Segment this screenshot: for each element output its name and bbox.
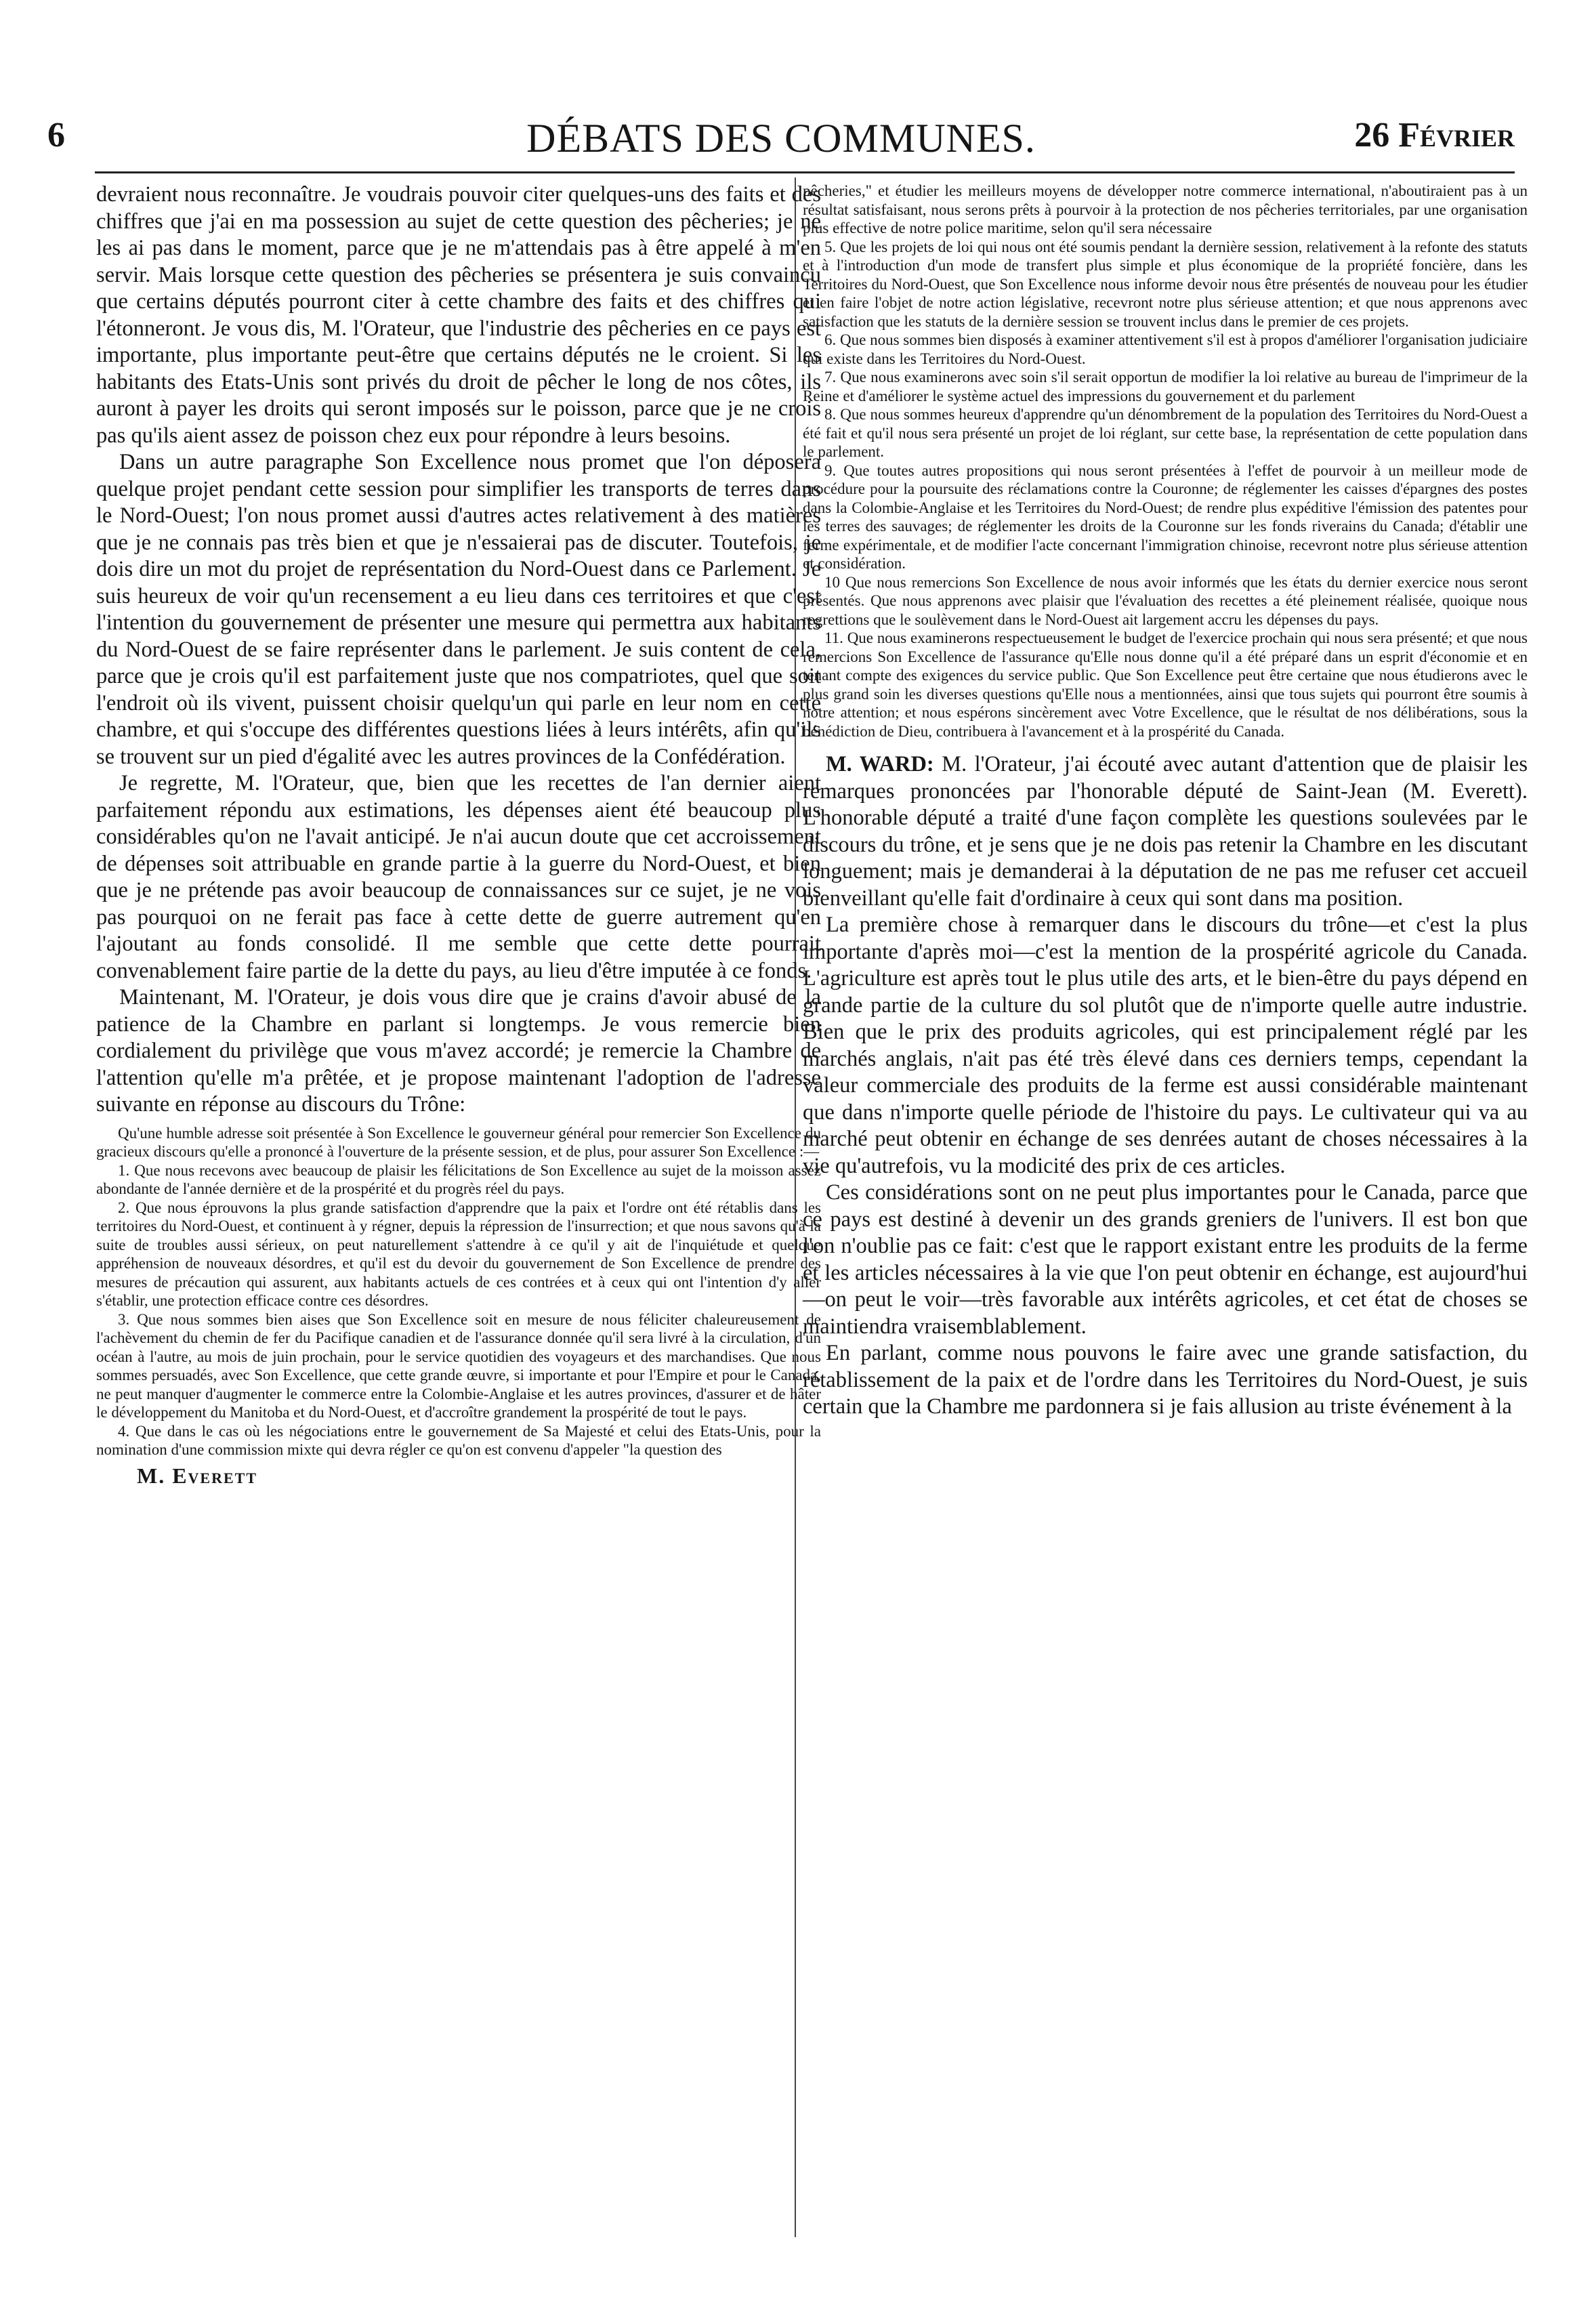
left-column <box>96 182 821 1488</box>
page-date <box>1354 115 1515 155</box>
speech-paragraph <box>803 751 1528 912</box>
address-item: 1. Que nous recevons avec beaucoup de plaisir les félicitations de Son Excellence au sujet de la moisson assez abondante de l'année dernière et de la prospérité et du progrès réel du pays. <box>96 1161 821 1197</box>
paragraph: Dans un autre paragraphe Son Excellence nous promet que l'on déposera quelque projet pendant cette session pour simplifier les transports de terres dans le Nord-Ouest; l'on nous promet aussi d'autres actes relativement à des matières que je ne connais pas très bien et que je n'essaierai pas de discuter. Toutefois, je dois dire un mot du projet de représentation du Nord-Ouest dans ce Parlement. Je suis heureux de voir qu'un recensement a eu lieu dans ces territoires et que c'est l'intention du gouvernement de présenter une mesure qui permettra aux habitants du Nord-Ouest de se faire représenter dans le parlement. Je suis content de cela, parce que je crois qu'il est parfaitement juste que nos compatriotes, quel que soit l'endroit où ils vivent, puissent choisir quelqu'un qui parle en leur nom en cette chambre, et qui s'occupe des différentes questions liées à leurs intérêts, afin qu'ils se trouvent sur un pied d'égalité avec les autres provinces de la Confédération. <box>96 450 821 769</box>
address-item: 4. Que dans le cas où les négociations entre le gouvernement de Sa Majesté et celui des Etats-Unis, pour la nomination d'une commission mixte qui devra régler ce qu'on est convenu d'appeler "la question des <box>96 1422 821 1458</box>
date-day: 26 <box>1354 116 1390 154</box>
header-rule <box>95 171 1515 173</box>
date-month: Février <box>1398 116 1515 154</box>
address-item: pêcheries," et étudier les meilleurs moyens de développer notre commerce international, n'aboutiraient pas à un résultat satisfaisant, nous serons prêts à pourvoir à la protection de nos pêcheries territoriales, par une organisation plus effective de notre police maritime, selon qu'il sera nécessaire <box>803 182 1528 236</box>
paragraph: devraient nous reconnaître. Je voudrais pouvoir citer quelques-uns des faits et des chiffres que j'ai en ma possession au sujet de cette question des pêcheries; je ne les ai pas dans le moment, parce que je ne m'attendais pas à être appelé à m'en servir. Mais lorsque cette question des pêcheries se présentera je suis convaincu que certains députés pourront citer à cette chambre des faits et des chiffres qui l'étonneront. Je vous dis, M. l'Orateur, que l'industrie des pêcheries en ce pays est importante, plus importante peut-être que certains députés ne le croient. Si les habitants des Etats-Unis sont privés du droit de pêcher le long de nos côtes, ils auront à payer les droits qui seront imposés sur le poisson, parce que je ne crois pas qu'ils aient assez de poisson chez eux pour répondre à leurs besoins. <box>96 182 821 448</box>
address-item: 10 Que nous remercions Son Excellence de nous avoir informés que les états du dernier exercice nous seront présentés. Que nous apprenons avec plaisir que l'évaluation des recettes a été pleinement réalisée, quoique nous regrettions que le soulèvement dans le Nord-Ouest ait largement accru les dépenses du pays. <box>803 573 1528 628</box>
right-column <box>803 182 1528 1421</box>
paragraph: Maintenant, M. l'Orateur, je dois vous dire que je crains d'avoir abusé de la patience de la Chambre en parlant si longtemps. Je vous remercie bien cordialement du privilège que vous m'avez accordé; je remercie la Chambre de l'attention qu'elle m'a prêtée, et je propose maintenant l'adoption de l'adresse suivante en réponse au discours du Trône: <box>96 985 821 1117</box>
address-item: 2. Que nous éprouvons la plus grande satisfaction d'apprendre que la paix et l'ordre ont été rétablis dans les territoires du Nord-Ouest, et continuent à y régner, depuis la répression de l'insurrection; et que nous savons qu'à la suite de troubles aussi sérieux, on peut naturellement s'attendre à ce qu'il y ait de l'inquiétude et quelque appréhension de nouveaux désordres, et qu'il est du devoir du gouvernement de Son Excellence de prendre des mesures de précaution qui assurent, aux habitants actuels de ces contrées et à ceux qui ont l'intention d'y aller s'établir, une protection efficace contre ces désordres. <box>96 1199 821 1309</box>
address-item: 9. Que toutes autres propositions qui nous seront présentées à l'effet de pourvoir à un meilleur mode de procédure pour la poursuite des réclamations contre la Couronne; de réglementer les caisses d'épargnes des postes dans la Colombie-Anglaise et les Territoires du Nord-Ouest; de rendre plus expéditive l'émission des patentes pour les terres des sauvages; de réglementer les droits de la Couronne sur les fonds riverains du Canada; d'établir une ferme expérimentale, et de modifier l'acte concernant l'immigration chinoise, recevront notre plus sérieuse attention et considération. <box>803 461 1528 572</box>
signature: M. Everett <box>137 1463 258 1488</box>
address-item: 7. Que nous examinerons avec soin s'il serait opportun de modifier la loi relative au bureau de l'imprimeur de la Reine et d'améliorer le système actuel des impressions du gouvernement et du parlement <box>803 369 1528 404</box>
address-text <box>96 1124 821 1459</box>
page-title: DÉBATS DES COMMUNES. <box>526 116 1036 161</box>
speaker-name: M. WARD: <box>826 752 934 776</box>
paragraph: La première chose à remarquer dans le discours du trône—et c'est la plus importante d'après moi—c'est la mention de la prospérité agricole du Canada. L'agriculture est après tout le plus utile des arts, et le bien-être du pays dépend en grande partie de la culture du sol plutôt que de n'importe quelle autre industrie. Bien que le prix des produits agricoles, qui est principalement réglé par les marchés anglais, n'ait pas été très élevé dans ces derniers temps, cependant la valeur commerciale des produits de la ferme est aussi considérable maintenant que dans n'importe quelle période de l'histoire du pays. Le cultivateur qui va au marché peut obtenir en échange de ses denrées autant de choses nécessaires à la vie qu'autrefois, vu la modicité des prix de ces articles. <box>803 913 1528 1178</box>
address-item: 11. Que nous examinerons respectueusement le budget de l'exercice prochain qui nous sera présenté; et que nous remercions Son Excellence de l'assurance qu'Elle nous donne qu'il a été préparé dans un esprit d'économie et en tenant compte des exigences du service public. Que Son Excellence peut être certaine que nous étudierons avec le plus grand soin les diverses questions qu'Elle nous a mentionnées, ainsi que tous sujets qui pourront être soumis à notre attention; et nous espérons sincèrement avec Votre Excellence, que le résultat de nos délibérations, sous la bénédiction de Dieu, contribuera à l'avancement et à la prospérité du Canada. <box>803 629 1528 740</box>
paragraph: Ces considérations sont on ne peut plus importantes pour le Canada, parce que ce pays est destiné à devenir un des grands greniers de l'univers. Il est bon que l'on n'oublie pas ce fait: c'est que le rapport existant entre les produits de la ferme et les articles nécessaires à la vie que l'on peut obtenir en échange, est aujourd'hui—on peut le voir—très favorable aux intérêts agricoles, et cet état de choses se maintiendra vraisemblablement. <box>803 1180 1528 1339</box>
right-body <box>803 751 1528 1421</box>
address-item: 3. Que nous sommes bien aises que Son Excellence soit en mesure de nous féliciter chaleureusement de l'achèvement du chemin de fer du Pacifique canadien et de l'assurance donnée qu'il sera livré à la circulation, d'un océan à l'autre, au mois de juin prochain, pour le service quotidien des voyageurs et des marchandises. Que nous sommes persuadés, avec Son Excellence, que cette grande œuvre, si importante et pour l'Empire et pour le Canada, ne peut manquer d'augmenter le commerce entre la Colombie-Anglaise et les autres provinces, d'assurer et de hâter le développement du Manitoba et du Nord-Ouest, et d'accroître grandement la prospérité de tout le pays. <box>96 1310 821 1421</box>
paragraph: Je regrette, M. l'Orateur, que, bien que les recettes de l'an dernier aient parfaitement répondu aux estimations, les dépenses aient été beaucoup plus considérables qu'on ne l'avait anticipé. Je n'ai aucun doute que cet accroissement de dépenses soit attribuable en grande partie à la guerre du Nord-Ouest, et bien que je ne prétende pas avoir beaucoup de connaissances sur ce sujet, je ne vois pas pourquoi on ne ferait pas face à cette dette de guerre autrement qu'en l'ajoutant au fonds consolidé. Il me semble que cette dette pourrait convenablement faire partie de la dette du pays, au lieu d'être imputée à ce fonds. <box>96 771 821 983</box>
speech-text: M. l'Orateur, j'ai écouté avec autant d'attention que de plaisir les remarques prononcées par l'honorable député de Saint-Jean (M. Everett). L'honorable député a traité d'une façon complète les questions soulevées par le discours du trône, et je sens que je ne dois pas retenir la Chambre en les discutant longuement; mais je demanderai à la députation de ne pas me refuser cet accueil bienveillant qu'elle fait d'ordinaire à ceux qui sont dans ma position. <box>803 752 1528 911</box>
page-header <box>47 115 1515 163</box>
page-number: 6 <box>47 116 65 154</box>
address-item: 5. Que les projets de loi qui nous ont été soumis pendant la dernière session, relativement à la refonte des statuts et à l'introduction d'un mode de transfert plus simple et plus économique de la propriété foncière, dans les Territoires du Nord-Ouest, que Son Excellence nous informe devoir nous être présentés de nouveau pour les étudier et en faire l'objet de notre action législative, recevront notre plus sérieuse attention; et que nous apprenons avec satisfaction que les statuts de la dernière session se trouvent inclus dans le premier de ces projets. <box>803 238 1528 330</box>
address-item: 8. Que nous sommes heureux d'apprendre qu'un dénombrement de la population des Territoires du Nord-Ouest a été fait et qu'il nous sera présenté un projet de loi réglant, sur cette base, la représentation de cette population dans le parlement. <box>803 406 1528 460</box>
address-text-continued <box>803 182 1528 741</box>
paragraph: En parlant, comme nous pouvons le faire avec une grande satisfaction, du rétablissement de la paix et de l'ordre dans les Territoires du Nord-Ouest, je suis certain que la Chambre me pardonnera si je fais allusion au triste événement à la <box>803 1341 1528 1419</box>
address-item: 6. Que nous sommes bien disposés à examiner attentivement s'il est à propos d'améliorer l'organisation judiciaire qui existe dans les Territoires du Nord-Ouest. <box>803 331 1528 367</box>
left-body <box>96 182 821 1119</box>
address-intro: Qu'une humble adresse soit présentée à Son Excellence le gouverneur général pour remercier Son Excellence du gracieux discours qu'elle a prononcé à l'ouverture de la présente session, et de plus, pour assurer Son Excellence :— <box>96 1124 821 1160</box>
